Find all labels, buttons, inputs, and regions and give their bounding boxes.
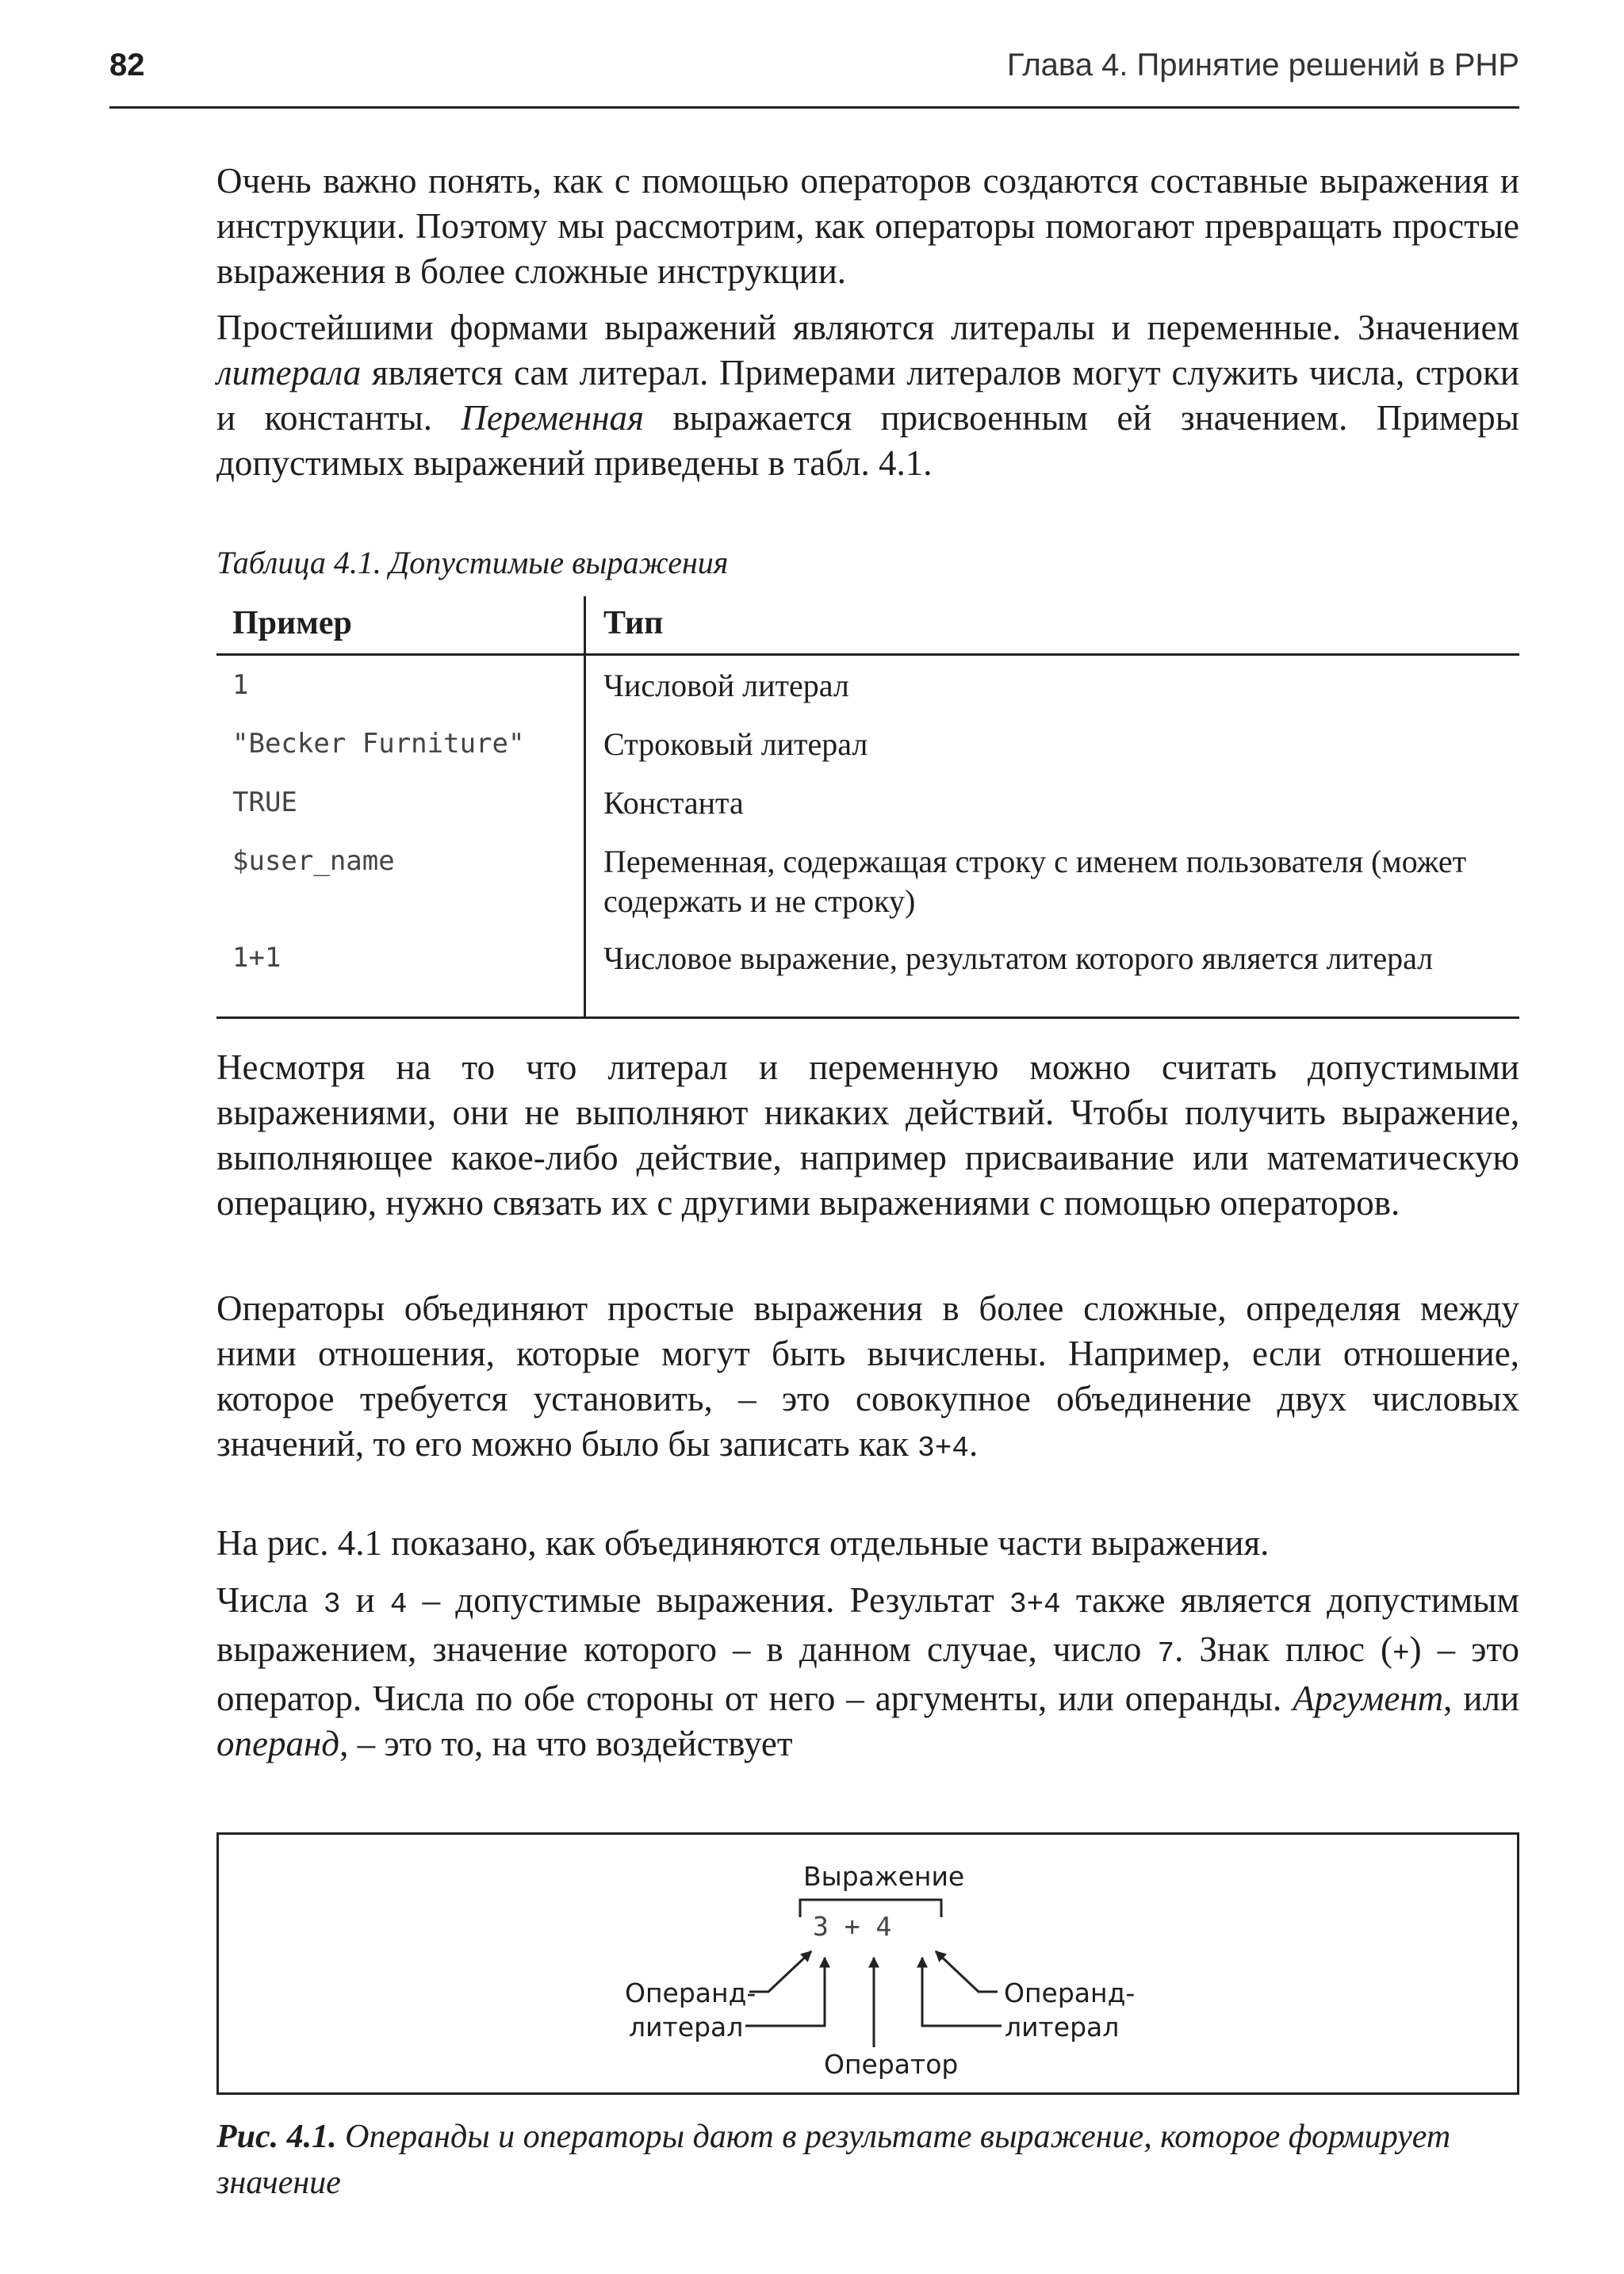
expressions-table [216, 596, 1519, 1019]
table-column-divider [584, 596, 586, 1019]
text-span: является сам литерал. Примерами литералов могут служить числа, строки и константы. [216, 353, 1519, 438]
term-argument: Аргумент [1293, 1679, 1444, 1718]
left-operand-label-line1: Операнд- [625, 1977, 756, 2008]
header-divider [109, 106, 1519, 109]
right-operand-label-line1: Операнд- [1004, 1977, 1136, 2008]
table-header-type: Тип [603, 605, 664, 641]
text-span: , – это то, на что воздействует [339, 1724, 793, 1763]
text-span: – допустимые выражения. Результат [407, 1580, 1009, 1620]
inline-code: + [1392, 1637, 1410, 1670]
left-operand-label-line2: литерал [629, 2012, 744, 2042]
paragraph-2 [216, 305, 1519, 486]
text-span: ) – это оператор. Числа по обе стороны от него – аргументы, или операнды. [216, 1629, 1519, 1718]
term-variable: Переменная [461, 398, 644, 438]
text-span: . [968, 1424, 979, 1464]
inline-code: 3+4 [917, 1432, 969, 1464]
table-cell-example: "Becker Furniture" [232, 728, 525, 760]
table-cell-example: TRUE [232, 787, 297, 818]
term-literal: литерала [216, 353, 362, 392]
text-span: выражается присвоенным ей значением. Примеры допустимых выражений приведены в табл. 4.1. [216, 398, 1520, 483]
inline-code: 3+4 [1009, 1588, 1061, 1621]
table-cell-type: Строковый литерал [603, 726, 868, 762]
table-header-example: Пример [232, 605, 352, 641]
paragraph-1: Очень важно понять, как с помощью операторов создаются составные выражения и инструкции. Поэтому мы рассмотрим, как операторы помогают превращать простые выражения в более сложные инструкции. [216, 161, 1519, 291]
paragraph-6 [216, 1578, 1519, 1767]
inline-code: 4 [389, 1588, 408, 1621]
table-cell-type: Числовое выражение, результатом которого является литерал [603, 940, 1434, 976]
inline-code: 7 [1157, 1637, 1175, 1670]
right-operand-label-line2: литерал [1005, 2012, 1120, 2042]
paragraph-5: На рис. 4.1 показано, как объединяются отдельные части выражения. [216, 1523, 1270, 1563]
table-cell-type: Числовой литерал [603, 668, 849, 703]
expression-label: Выражение [803, 1861, 965, 1892]
figure-caption-text: Операнды и операторы дают в результате выражение, которое формирует значение [216, 2119, 1451, 2201]
text-span: . Знак плюс ( [1174, 1629, 1392, 1669]
chapter-title: Глава 4. Принятие решений в PHP [1006, 48, 1519, 82]
term-operand: операнд [216, 1724, 340, 1763]
table-cell-example: 1 [232, 669, 249, 701]
table-cell-type: Константа [603, 785, 744, 821]
right-operand-arrow [936, 1951, 998, 1992]
page-number: 82 [109, 48, 145, 82]
text-span: также является допустимым выражением, значение которого – в данном случае, число [216, 1580, 1519, 1669]
expression-text: 3 + 4 [813, 1911, 892, 1942]
table-bottom-rule [216, 1016, 1519, 1019]
text-span: Операторы объединяют простые выражения в более сложные, определяя между ними отношения, которые могут быть вычислены. Например, если отношение, которое требуется установить, – это совокупное объединение двух числовых значений, то его можно было бы записать как [216, 1288, 1519, 1464]
table-caption: Таблица 4.1. Допустимые выражения [216, 545, 729, 580]
paragraph-3: Несмотря на то что литерал и переменную можно считать допустимыми выражениями, они не выполняют никаких действий. Чтобы получить выражение, выполняющее какое-либо действие, например присваивание или математическую операцию, нужно связать их с другими выражениями с помощью операторов. [216, 1047, 1519, 1223]
table-cell-example: 1+1 [232, 942, 282, 974]
text-span: , или [1443, 1679, 1519, 1718]
figure-caption-prefix: Рис. 4.1. [216, 2119, 337, 2155]
operator-label: Оператор [824, 2049, 959, 2080]
text-span: Числа [216, 1580, 324, 1620]
paragraph-4 [216, 1286, 1519, 1471]
figure-caption [216, 2114, 1519, 2206]
text-span: и [340, 1580, 390, 1620]
text-span: Простейшими формами выражений являются литералы и переменные. Значением [216, 308, 1519, 347]
left-operand-arrow [749, 1951, 811, 1992]
table-cell-example: $user_name [232, 845, 395, 877]
table-cell-type: Переменная, содержащая строку с именем пользователя (может содержать и не строку) [603, 844, 1467, 919]
figure-4-1 [216, 1832, 1519, 2095]
table-header-rule [216, 653, 1519, 656]
inline-code: 3 [323, 1588, 341, 1621]
